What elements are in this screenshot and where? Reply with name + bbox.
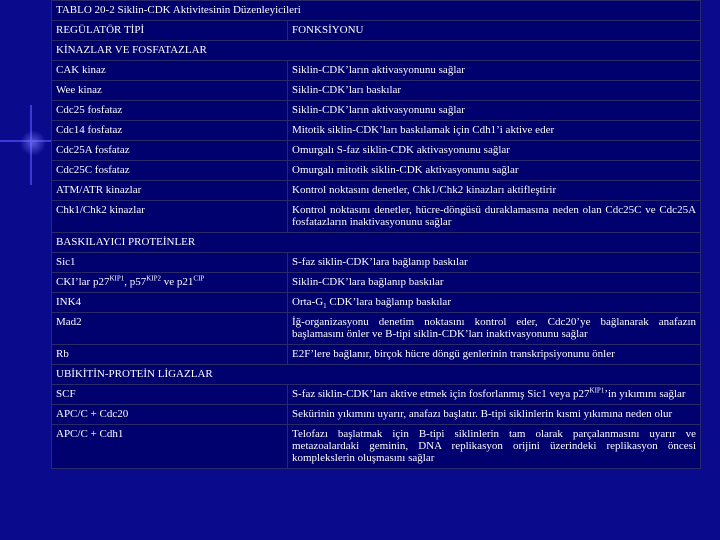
regulator-cell: ATM/ATR kinazlar	[52, 181, 288, 201]
regulator-text: ve p21	[161, 276, 194, 288]
table-row	[52, 101, 701, 121]
regulator-cell: Sic1	[52, 253, 288, 273]
section-title: KİNAZLAR VE FOSFATAZLAR	[52, 41, 701, 61]
table-row	[52, 201, 701, 233]
function-cell: Kontrol noktasını denetler, Chk1/Chk2 kinazları aktifleştirir	[288, 181, 701, 201]
regulator-cell	[52, 273, 288, 293]
function-cell: Omurgalı mitotik siklin-CDK aktivasyonunu sağlar	[288, 161, 701, 181]
table-row	[52, 253, 701, 273]
header-regulator-type: REGÜLATÖR TİPİ	[52, 21, 288, 41]
section-row	[52, 41, 701, 61]
regulator-cell: Chk1/Chk2 kinazlar	[52, 201, 288, 233]
function-cell: Siklin-CDK’ların aktivasyonunu sağlar	[288, 61, 701, 81]
function-cell: Kontrol noktasını denetler, hücre-döngüsü duraklamasına neden olan Cdc25C ve Cdc25A fosfatazların inaktivasyonunu sağlar	[288, 201, 701, 233]
table-row	[52, 425, 701, 469]
table-row	[52, 345, 701, 365]
function-cell: Telofazı başlatmak için B-tipi siklinlerin tam olarak parçalanmasını uyarır ve metazoalardaki geminin, DNA replikasyon orijini üzerindeki replikasyon öncesi komplekslerin oluşmasını sağlar	[288, 425, 701, 469]
table-row	[52, 61, 701, 81]
table-row	[52, 141, 701, 161]
regulator-cell: Cdc25C fosfataz	[52, 161, 288, 181]
function-cell	[288, 293, 701, 313]
regulator-cell: Cdc14 fosfataz	[52, 121, 288, 141]
section-title: UBİKİTİN-PROTEİN LİGAZLAR	[52, 365, 701, 385]
section-row	[52, 365, 701, 385]
table-row	[52, 313, 701, 345]
regulator-text: CKI’lar p27	[56, 276, 110, 288]
table-row	[52, 81, 701, 101]
function-cell: E2F’lere bağlanır, birçok hücre döngü genlerinin transkripsiyonunu önler	[288, 345, 701, 365]
regulator-table	[51, 0, 701, 469]
background-glow	[20, 130, 46, 156]
header-function: FONKSİYONU	[288, 21, 701, 41]
header-row	[52, 21, 701, 41]
regulator-cell: CAK kinaz	[52, 61, 288, 81]
superscript: KIP1	[589, 386, 605, 395]
section-title: BASKILAYICI PROTEİNLER	[52, 233, 701, 253]
function-text: CDK’lara bağlanıp baskılar	[326, 296, 451, 308]
regulator-cell: SCF	[52, 385, 288, 405]
function-cell: S-faz siklin-CDK’lara bağlanıp baskılar	[288, 253, 701, 273]
function-cell: Siklin-CDK’ların aktivasyonunu sağlar	[288, 101, 701, 121]
function-cell: Mitotik siklin-CDK’ları baskılamak için Cdh1’i aktive eder	[288, 121, 701, 141]
subscript: 1	[323, 302, 327, 311]
table-row	[52, 161, 701, 181]
function-cell	[288, 385, 701, 405]
function-cell: Omurgalı S-faz siklin-CDK aktivasyonunu sağlar	[288, 141, 701, 161]
table-row	[52, 181, 701, 201]
regulator-cell: APC/C + Cdh1	[52, 425, 288, 469]
regulator-cell: APC/C + Cdc20	[52, 405, 288, 425]
regulator-cell: Rb	[52, 345, 288, 365]
superscript: CIP	[193, 274, 205, 283]
function-cell: Siklin-CDK’lara bağlanıp baskılar	[288, 273, 701, 293]
function-cell: İğ-organizasyonu denetim noktasını kontrol eder, Cdc20’ye bağlanarak anafazın başlamasını önler ve B-tipi siklin-CDK’ları inaktivasyonunu sağlar	[288, 313, 701, 345]
regulator-cell: Cdc25A fosfataz	[52, 141, 288, 161]
function-text: S-faz siklin-CDK’ları aktive etmek için fosforlanmış Sic1 veya p27	[292, 388, 590, 400]
regulator-cell: INK4	[52, 293, 288, 313]
section-row	[52, 233, 701, 253]
superscript: KIP2	[146, 274, 162, 283]
regulator-cell: Mad2	[52, 313, 288, 345]
superscript: KIP1	[109, 274, 125, 283]
title-row	[52, 1, 701, 21]
function-cell: Siklin-CDK’ları baskılar	[288, 81, 701, 101]
table-row	[52, 293, 701, 313]
table-title: TABLO 20-2 Siklin-CDK Aktivitesinin Düzenleyicileri	[52, 1, 701, 21]
function-cell: Sekürinin yıkımını uyarır, anafazı başlatır. B-tipi siklinlerin kısmi yıkımına neden olur	[288, 405, 701, 425]
regulator-text: , p57	[124, 276, 147, 288]
regulator-cell: Cdc25 fosfataz	[52, 101, 288, 121]
function-text: ’in yıkımını sağlar	[604, 388, 686, 400]
regulator-cell: Wee kinaz	[52, 81, 288, 101]
table-row	[52, 385, 701, 405]
table-row	[52, 405, 701, 425]
function-text: Orta-G	[292, 296, 324, 308]
table-row	[52, 273, 701, 293]
table-row	[52, 121, 701, 141]
